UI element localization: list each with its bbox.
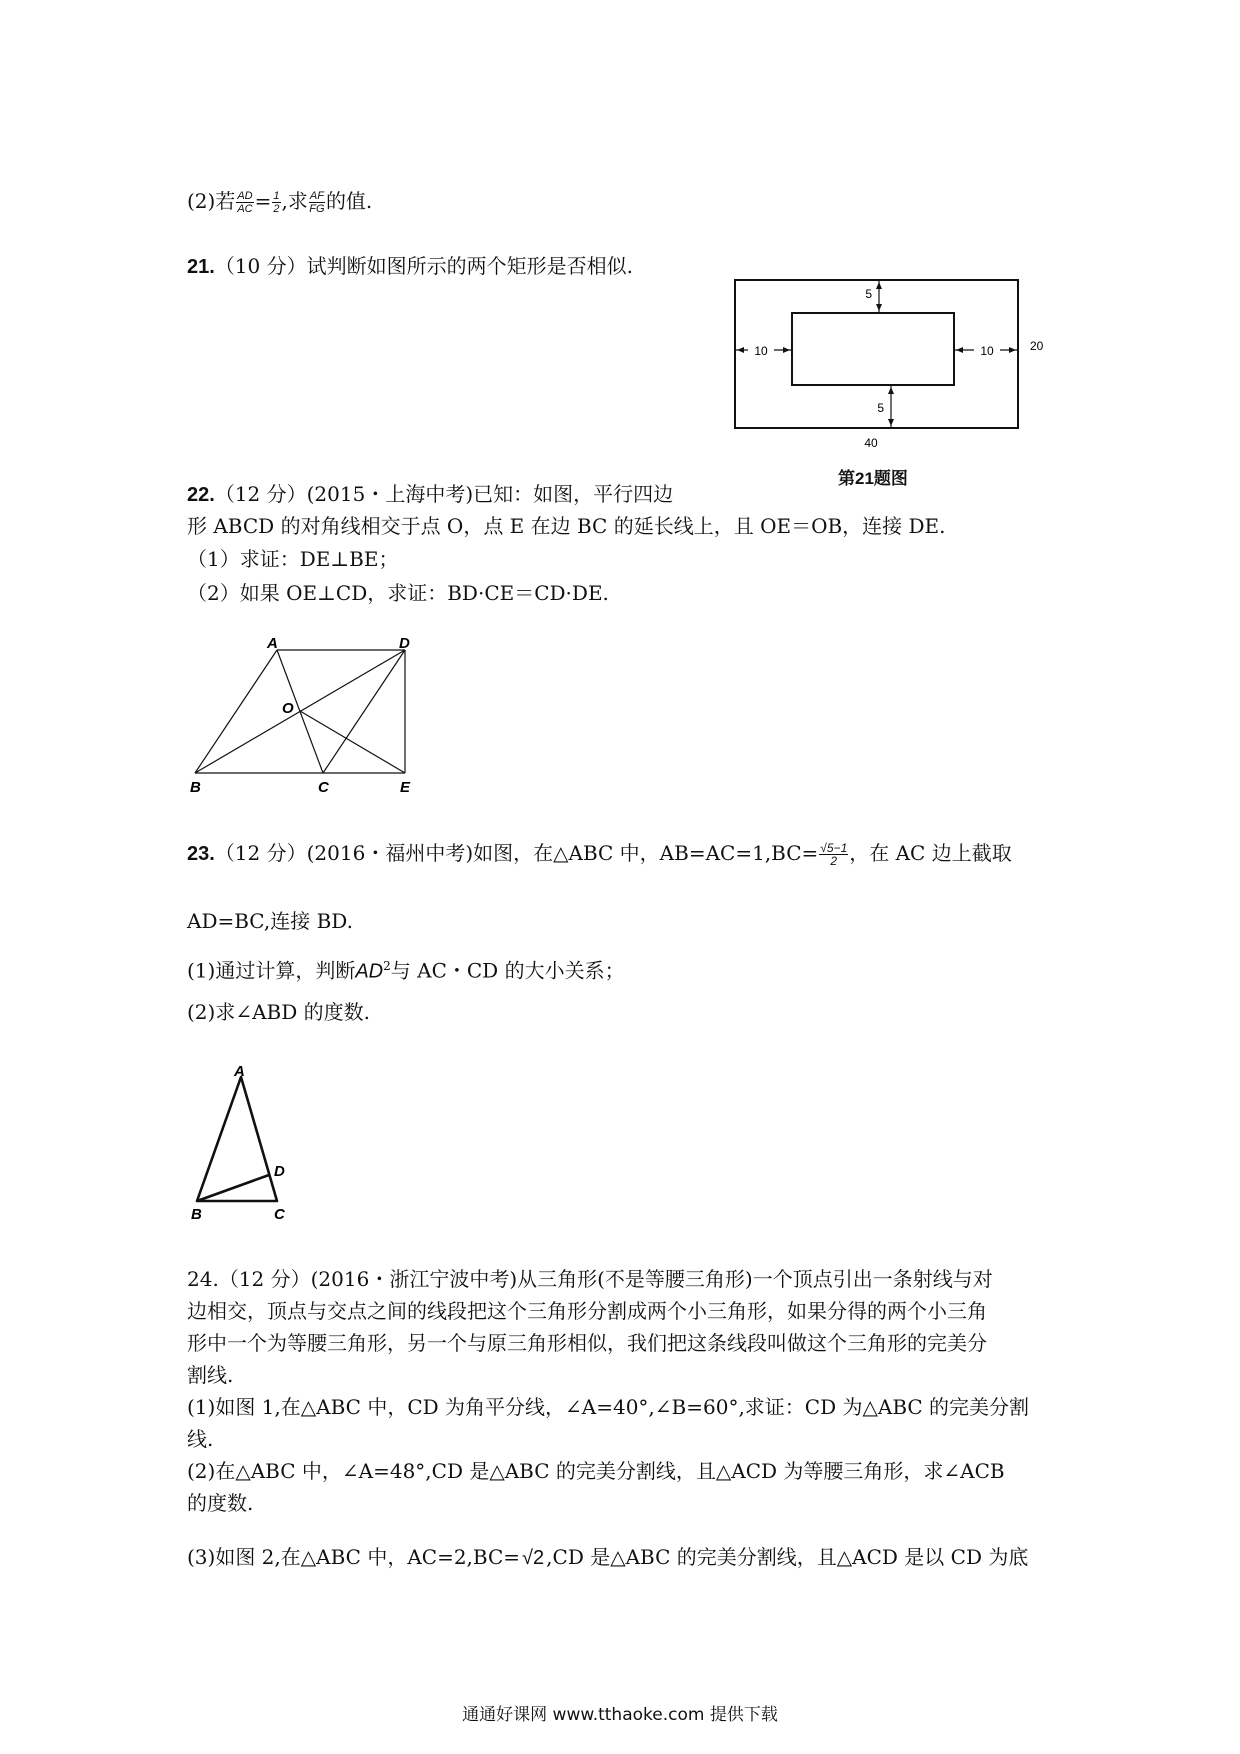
frac-numerator: AF [309, 190, 324, 202]
q24-line-2: 边相交，顶点与交点之间的线段把这个三角形分割成两个小三角形，如果分得的两个小三角 [187, 1299, 987, 1323]
outer-height-label: 20 [1030, 339, 1044, 353]
page-footer: 通通好课网 www.tthaoke.com 提供下载 [462, 1705, 778, 1725]
arrow-up-icon [888, 387, 894, 394]
q24-line-3: 形中一个为等腰三角形，另一个与原三角形相似，我们把这条线段叫做这个三角形的完美分 [187, 1331, 987, 1355]
arrow-down-icon [888, 419, 894, 426]
q23-figure [185, 1063, 305, 1223]
q22-number: 22. [187, 484, 215, 506]
q23-text-b: ，在 AC 边上截取 [849, 841, 1012, 865]
q23-line2: AD=BC,连接 BD. [187, 909, 353, 933]
label-c: C [274, 1206, 285, 1223]
q23-part1-b: 与 AC・CD 的大小关系； [390, 958, 625, 983]
q21-text: （10 分）试判断如图所示的两个矩形是否相似. [214, 254, 633, 278]
q22-line1 [187, 479, 673, 510]
q24-line-6: 线. [187, 1427, 214, 1451]
q20-frac-ad-ac [236, 190, 253, 215]
q20-suffix: 的值. [325, 189, 373, 213]
q22-text-1: （12 分）(2015・上海中考)已知：如图，平行四边 [214, 482, 674, 506]
label-c: C [318, 779, 329, 795]
label-b: B [190, 779, 201, 795]
q21-question [187, 251, 633, 282]
q24-line-7: (2)在△ABC 中，∠A=48°,CD 是△ABC 的完美分割线，且△ACD 为等腰三角形，求∠ACB [187, 1459, 1005, 1483]
frac-denominator: 2 [830, 854, 838, 868]
segment-bd [197, 1175, 269, 1201]
bottom-gap-label: 5 [877, 401, 884, 415]
inner-rectangle [792, 313, 954, 385]
q24-number: 24. [187, 1267, 219, 1291]
q21-number: 21. [187, 256, 215, 278]
q22-part1: （1）求证：DE⊥BE； [187, 547, 399, 571]
q23-part1 [187, 951, 625, 987]
q24-text-1: （12 分）(2016・浙江宁波中考)从三角形(不是等腰三角形)一个顶点引出一条射线与对 [218, 1267, 993, 1291]
q24-line-5: (1)如图 1,在△ABC 中，CD 为角平分线，∠A=40°,∠B=60°,求证：CD 为△ABC 的完美分割 [187, 1395, 1030, 1419]
segment-oe [300, 711, 405, 773]
q24-line-8: 的度数. [187, 1491, 254, 1515]
q22-line2: 形 ABCD 的对角线相交于点 O，点 E 在边 BC 的延长线上，且 OE＝OB，连接 DE. [187, 514, 946, 538]
frac-denominator: FG [309, 203, 325, 215]
arrow-up-icon [876, 282, 882, 289]
q24-line-1 [187, 1264, 993, 1294]
q20-part2 [187, 186, 372, 216]
sqrt-two: √2 [522, 1547, 545, 1569]
q21-caption: 第21题图 [838, 469, 908, 488]
exponent: 2 [383, 959, 391, 973]
q23-part1-a: (1)通过计算，判断 [187, 958, 356, 983]
triangle-abc [197, 1077, 277, 1201]
arrow-right-icon [1009, 347, 1016, 353]
q22-part2: （2）如果 OE⊥CD，求证：BD·CE＝CD·DE. [187, 581, 609, 605]
arrow-left-icon [737, 347, 744, 353]
q22-figure [185, 635, 435, 795]
equals-sign: = [254, 189, 272, 213]
q21-figure [720, 270, 1060, 480]
segment-ab [195, 650, 277, 773]
arrow-right-icon [783, 347, 790, 353]
q24-part3 [187, 1542, 1028, 1573]
q24-line-4: 割线. [187, 1363, 234, 1387]
left-gap-label: 10 [754, 344, 768, 358]
label-a: A [234, 1063, 245, 1080]
label-a: A [267, 635, 278, 652]
outer-width-label: 40 [864, 436, 878, 450]
q20-frac-af-fg [309, 190, 325, 215]
frac-numerator: √5−1 [820, 841, 848, 855]
q23-frac-bc [819, 842, 848, 867]
q24-part3-b: ,CD 是△ABC 的完美分割线，且△ACD 是以 CD 为底 [546, 1545, 1029, 1569]
q23-text-a: （12 分）(2016・福州中考)如图，在△ABC 中，AB=AC=1,BC= [214, 841, 819, 865]
label-o: O [282, 700, 294, 717]
frac-denominator: AC [237, 203, 253, 215]
label-d: D [274, 1163, 285, 1180]
label-e: E [400, 779, 411, 795]
label-d: D [399, 635, 410, 652]
q20-prefix: (2)若 [187, 189, 236, 213]
q20-mid: ,求 [281, 189, 308, 213]
frac-numerator: 1 [273, 190, 280, 202]
frac-numerator: AD [237, 190, 253, 202]
top-gap-label: 5 [865, 287, 872, 301]
arrow-down-icon [876, 304, 882, 311]
right-gap-label: 10 [980, 344, 994, 358]
segment-cd [323, 650, 405, 773]
arrow-left-icon [956, 347, 963, 353]
q24-part3-a: (3)如图 2,在△ABC 中，AC=2,BC= [187, 1545, 521, 1569]
q23-part2: (2)求∠ABD 的度数. [187, 1000, 370, 1024]
q23-ad-squared: AD [355, 960, 384, 983]
q23-number: 23. [187, 843, 215, 865]
q23-line1 [187, 838, 1012, 869]
frac-denominator: 2 [273, 203, 280, 215]
q20-frac-half [272, 190, 280, 215]
label-b: B [191, 1206, 202, 1223]
